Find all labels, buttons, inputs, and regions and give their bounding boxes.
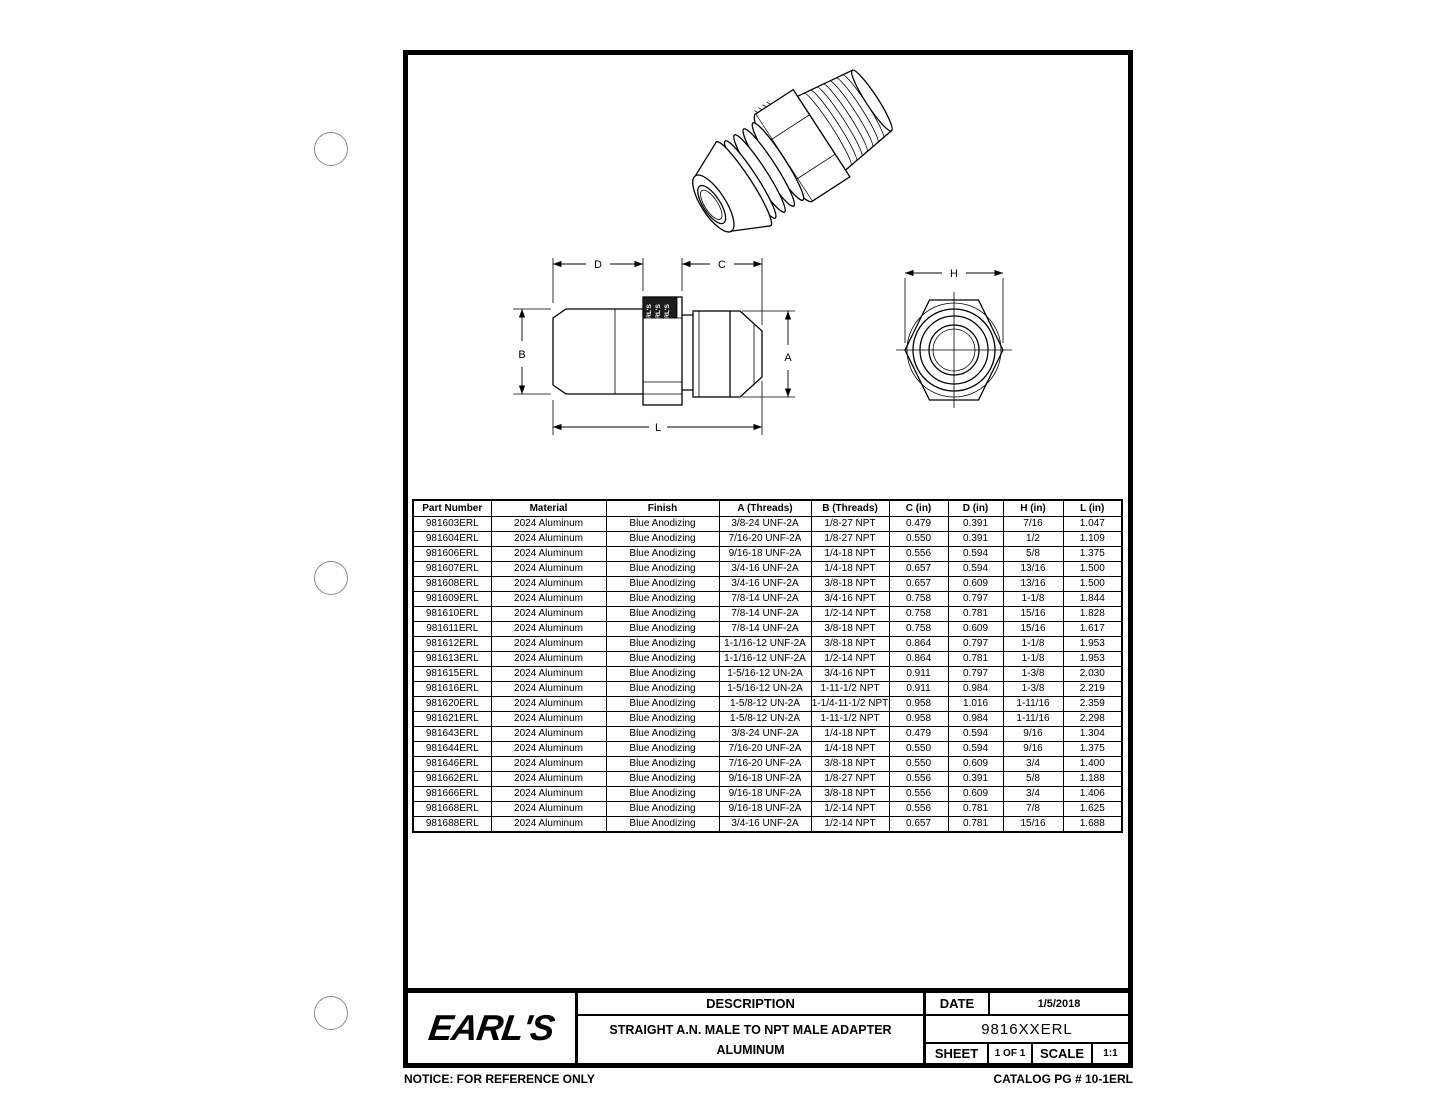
table-row <box>413 517 1122 532</box>
table-cell: 7/16-20 UNF-2A <box>719 757 811 772</box>
table-cell: 0.550 <box>889 757 948 772</box>
table-cell: 1/8-27 NPT <box>811 532 889 547</box>
table-cell: 9/16-18 UNF-2A <box>719 772 811 787</box>
table-cell: 2024 Aluminum <box>491 802 606 817</box>
column-header: Material <box>491 500 606 517</box>
table-cell: 981668ERL <box>413 802 491 817</box>
table-cell: 1-1/8 <box>1003 637 1063 652</box>
table-row <box>413 637 1122 652</box>
table-cell: Blue Anodizing <box>606 667 719 682</box>
table-cell: 0.911 <box>889 667 948 682</box>
table-cell: 1-11-1/2 NPT <box>811 712 889 727</box>
table-cell: Blue Anodizing <box>606 607 719 622</box>
table-cell: 2024 Aluminum <box>491 727 606 742</box>
table-cell: 1.828 <box>1063 607 1122 622</box>
table-cell: Blue Anodizing <box>606 577 719 592</box>
table-cell: 981615ERL <box>413 667 491 682</box>
knurl-label: EARL'S <box>664 304 671 328</box>
table-cell: 0.781 <box>948 817 1003 833</box>
table-cell: 1.953 <box>1063 637 1122 652</box>
table-cell: 1/4-18 NPT <box>811 727 889 742</box>
table-cell: 1/8-27 NPT <box>811 517 889 532</box>
column-header: B (Threads) <box>811 500 889 517</box>
table-row <box>413 592 1122 607</box>
table-cell: 981643ERL <box>413 727 491 742</box>
table-cell: 3/8-18 NPT <box>811 757 889 772</box>
table-cell: 1.500 <box>1063 577 1122 592</box>
table-row <box>413 727 1122 742</box>
table-cell: 981662ERL <box>413 772 491 787</box>
technical-drawing <box>403 50 1133 495</box>
table-row <box>413 682 1122 697</box>
parts-table-body <box>413 517 1122 833</box>
column-header: Finish <box>606 500 719 517</box>
knurl-label: EARL'S <box>655 304 662 328</box>
column-header: C (in) <box>889 500 948 517</box>
table-cell: 3/4-16 UNF-2A <box>719 817 811 833</box>
table-row <box>413 787 1122 802</box>
table-cell: 1.304 <box>1063 727 1122 742</box>
table-cell: 7/8-14 UNF-2A <box>719 622 811 637</box>
table-cell: Blue Anodizing <box>606 727 719 742</box>
table-cell: 3/8-24 UNF-2A <box>719 517 811 532</box>
table-cell: 0.781 <box>948 652 1003 667</box>
column-header: L (in) <box>1063 500 1122 517</box>
table-cell: 2.298 <box>1063 712 1122 727</box>
table-cell: 0.556 <box>889 802 948 817</box>
table-cell: 981610ERL <box>413 607 491 622</box>
table-cell: 3/4-16 UNF-2A <box>719 562 811 577</box>
table-row <box>413 802 1122 817</box>
table-row <box>413 532 1122 547</box>
table-row <box>413 562 1122 577</box>
table-cell: 981611ERL <box>413 622 491 637</box>
table-cell: 0.758 <box>889 607 948 622</box>
catalog-page-ref: CATALOG PG # 10-1ERL <box>993 1072 1133 1086</box>
table-cell: 2024 Aluminum <box>491 517 606 532</box>
table-cell: 0.797 <box>948 592 1003 607</box>
title-block <box>403 988 1133 1068</box>
earls-logo: EARL'S <box>426 1007 557 1048</box>
table-cell: 0.594 <box>948 742 1003 757</box>
table-cell: 2024 Aluminum <box>491 652 606 667</box>
table-cell: 9/16-18 UNF-2A <box>719 787 811 802</box>
scale-label: SCALE <box>1033 1044 1093 1063</box>
table-cell: 1/2-14 NPT <box>811 652 889 667</box>
dim-label-b: B <box>518 349 526 361</box>
table-cell: 0.609 <box>948 757 1003 772</box>
table-cell: 0.594 <box>948 547 1003 562</box>
table-cell: 1.406 <box>1063 787 1122 802</box>
table-cell: 1/4-18 NPT <box>811 742 889 757</box>
table-cell: 981620ERL <box>413 697 491 712</box>
table-cell: 1-3/8 <box>1003 682 1063 697</box>
table-cell: 7/8-14 UNF-2A <box>719 607 811 622</box>
table-cell: 981606ERL <box>413 547 491 562</box>
table-cell: 1/2 <box>1003 532 1063 547</box>
table-cell: 2024 Aluminum <box>491 622 606 637</box>
table-cell: 0.479 <box>889 517 948 532</box>
table-cell: 1.844 <box>1063 592 1122 607</box>
table-cell: 1/2-14 NPT <box>811 802 889 817</box>
table-cell: 0.984 <box>948 712 1003 727</box>
sheet-label: SHEET <box>926 1044 989 1063</box>
table-cell: 2024 Aluminum <box>491 607 606 622</box>
date-label: DATE <box>926 993 990 1014</box>
table-cell: 1.016 <box>948 697 1003 712</box>
table-cell: 5/8 <box>1003 547 1063 562</box>
table-cell: 981613ERL <box>413 652 491 667</box>
table-cell: 0.391 <box>948 517 1003 532</box>
table-cell: 0.797 <box>948 637 1003 652</box>
table-cell: 2024 Aluminum <box>491 637 606 652</box>
table-cell: 981621ERL <box>413 712 491 727</box>
table-cell: 2024 Aluminum <box>491 532 606 547</box>
table-cell: 2024 Aluminum <box>491 757 606 772</box>
table-cell: 0.911 <box>889 682 948 697</box>
table-cell: Blue Anodizing <box>606 592 719 607</box>
table-cell: 2.030 <box>1063 667 1122 682</box>
table-cell: 1.375 <box>1063 742 1122 757</box>
table-cell: 7/8-14 UNF-2A <box>719 592 811 607</box>
description-line-2: ALUMINUM <box>716 1042 785 1057</box>
table-cell: 981644ERL <box>413 742 491 757</box>
table-cell: 0.550 <box>889 532 948 547</box>
column-header: Part Number <box>413 500 491 517</box>
title-block-right <box>926 993 1128 1063</box>
table-cell: 3/8-18 NPT <box>811 622 889 637</box>
side-view <box>553 297 762 405</box>
table-cell: 15/16 <box>1003 622 1063 637</box>
table-cell: Blue Anodizing <box>606 802 719 817</box>
table-row <box>413 667 1122 682</box>
table-cell: 2024 Aluminum <box>491 772 606 787</box>
table-cell: 15/16 <box>1003 817 1063 833</box>
table-cell: Blue Anodizing <box>606 517 719 532</box>
table-cell: Blue Anodizing <box>606 742 719 757</box>
table-cell: 1-5/8-12 UN-2A <box>719 712 811 727</box>
table-row <box>413 817 1122 833</box>
table-header-row <box>413 500 1122 517</box>
table-cell: 7/16 <box>1003 517 1063 532</box>
table-cell: 981666ERL <box>413 787 491 802</box>
end-view <box>896 292 1012 408</box>
table-cell: 3/8-18 NPT <box>811 637 889 652</box>
table-cell: 0.594 <box>948 562 1003 577</box>
table-cell: 2.359 <box>1063 697 1122 712</box>
table-row <box>413 622 1122 637</box>
table-cell: 9/16-18 UNF-2A <box>719 802 811 817</box>
table-cell: 0.556 <box>889 547 948 562</box>
table-cell: Blue Anodizing <box>606 547 719 562</box>
table-cell: 2024 Aluminum <box>491 682 606 697</box>
table-cell: 3/4 <box>1003 787 1063 802</box>
table-cell: 3/4-16 UNF-2A <box>719 577 811 592</box>
table-cell: 0.609 <box>948 787 1003 802</box>
table-cell: 1-11/16 <box>1003 712 1063 727</box>
table-cell: 1.109 <box>1063 532 1122 547</box>
table-cell: 0.609 <box>948 622 1003 637</box>
table-cell: 1-5/16-12 UN-2A <box>719 667 811 682</box>
table-cell: 3/4-16 NPT <box>811 592 889 607</box>
table-cell: 1-1/16-12 UNF-2A <box>719 652 811 667</box>
table-cell: 13/16 <box>1003 577 1063 592</box>
table-cell: 0.550 <box>889 742 948 757</box>
table-cell: 0.864 <box>889 652 948 667</box>
table-cell: 0.609 <box>948 577 1003 592</box>
table-cell: 0.758 <box>889 622 948 637</box>
table-cell: 1/2-14 NPT <box>811 817 889 833</box>
table-cell: 3/8-18 NPT <box>811 787 889 802</box>
table-cell: 1-11/16 <box>1003 697 1063 712</box>
table-cell: 0.479 <box>889 727 948 742</box>
table-cell: Blue Anodizing <box>606 637 719 652</box>
table-cell: Blue Anodizing <box>606 682 719 697</box>
knurl-label: EARL'S <box>646 304 653 328</box>
table-cell: 13/16 <box>1003 562 1063 577</box>
table-cell: 981604ERL <box>413 532 491 547</box>
table-cell: 1-1/16-12 UNF-2A <box>719 637 811 652</box>
isometric-view <box>673 50 905 253</box>
table-row <box>413 697 1122 712</box>
table-cell: 981616ERL <box>413 682 491 697</box>
table-cell: 0.864 <box>889 637 948 652</box>
table-cell: 0.556 <box>889 772 948 787</box>
table-cell: 7/16-20 UNF-2A <box>719 742 811 757</box>
table-cell: 981608ERL <box>413 577 491 592</box>
table-cell: 2024 Aluminum <box>491 562 606 577</box>
table-cell: Blue Anodizing <box>606 652 719 667</box>
description-header: DESCRIPTION <box>578 993 923 1016</box>
table-row <box>413 742 1122 757</box>
table-cell: 0.594 <box>948 727 1003 742</box>
hole-punch-top <box>314 132 348 166</box>
table-cell: 0.958 <box>889 697 948 712</box>
date-value: 1/5/2018 <box>1037 997 1081 1010</box>
table-cell: 1-11-1/2 NPT <box>811 682 889 697</box>
table-cell: 2024 Aluminum <box>491 577 606 592</box>
table-cell: 1.617 <box>1063 622 1122 637</box>
table-cell: 981688ERL <box>413 817 491 833</box>
hole-punch-middle <box>314 561 348 595</box>
table-cell: 2024 Aluminum <box>491 547 606 562</box>
notice-text: NOTICE: FOR REFERENCE ONLY <box>404 1072 595 1086</box>
table-cell: 1-3/8 <box>1003 667 1063 682</box>
table-cell: 5/8 <box>1003 772 1063 787</box>
dim-label-a: A <box>784 352 792 364</box>
table-cell: Blue Anodizing <box>606 757 719 772</box>
description-line-1: STRAIGHT A.N. MALE TO NPT MALE ADAPTER <box>609 1022 892 1037</box>
dim-label-d: D <box>594 259 602 271</box>
table-cell: 1.400 <box>1063 757 1122 772</box>
table-cell: 1.047 <box>1063 517 1122 532</box>
table-cell: 981612ERL <box>413 637 491 652</box>
table-row <box>413 757 1122 772</box>
table-cell: 0.781 <box>948 607 1003 622</box>
table-row <box>413 772 1122 787</box>
table-cell: Blue Anodizing <box>606 562 719 577</box>
table-row <box>413 652 1122 667</box>
table-cell: 15/16 <box>1003 607 1063 622</box>
table-cell: 0.657 <box>889 817 948 833</box>
logo-cell <box>408 993 578 1063</box>
table-cell: 9/16 <box>1003 727 1063 742</box>
table-row <box>413 607 1122 622</box>
scale-value: 1:1 <box>1103 1048 1118 1059</box>
table-cell: Blue Anodizing <box>606 532 719 547</box>
table-cell: 1/4-18 NPT <box>811 562 889 577</box>
table-cell: 9/16-18 UNF-2A <box>719 547 811 562</box>
dim-label-c: C <box>718 259 726 271</box>
table-cell: 1-5/8-12 UN-2A <box>719 697 811 712</box>
table-row <box>413 547 1122 562</box>
hole-punch-bottom <box>314 996 348 1030</box>
table-cell: 1-1/8 <box>1003 592 1063 607</box>
table-cell: 3/4-16 NPT <box>811 667 889 682</box>
table-cell: 1-1/4-11-1/2 NPT <box>811 697 889 712</box>
table-cell: 2024 Aluminum <box>491 697 606 712</box>
table-cell: 1.188 <box>1063 772 1122 787</box>
table-cell: Blue Anodizing <box>606 817 719 833</box>
dim-label-h: H <box>950 268 958 280</box>
table-cell: 981646ERL <box>413 757 491 772</box>
table-cell: Blue Anodizing <box>606 622 719 637</box>
table-cell: 981609ERL <box>413 592 491 607</box>
column-header: A (Threads) <box>719 500 811 517</box>
table-cell: 0.781 <box>948 802 1003 817</box>
table-cell: 981603ERL <box>413 517 491 532</box>
parts-table <box>412 499 1123 833</box>
table-cell: 0.758 <box>889 592 948 607</box>
table-row <box>413 577 1122 592</box>
table-cell: 7/16-20 UNF-2A <box>719 532 811 547</box>
table-cell: 1/8-27 NPT <box>811 772 889 787</box>
table-row <box>413 712 1122 727</box>
table-cell: 0.556 <box>889 787 948 802</box>
sheet-value: 1 OF 1 <box>989 1044 1033 1063</box>
table-cell: 0.657 <box>889 562 948 577</box>
table-cell: 1.500 <box>1063 562 1122 577</box>
table-cell: 0.391 <box>948 532 1003 547</box>
table-cell: 3/4 <box>1003 757 1063 772</box>
table-cell: 1.688 <box>1063 817 1122 833</box>
table-cell: 2024 Aluminum <box>491 742 606 757</box>
table-cell: 2024 Aluminum <box>491 712 606 727</box>
table-cell: 2024 Aluminum <box>491 817 606 833</box>
table-cell: 2024 Aluminum <box>491 667 606 682</box>
table-cell: 3/8-24 UNF-2A <box>719 727 811 742</box>
table-cell: 0.958 <box>889 712 948 727</box>
table-cell: 2024 Aluminum <box>491 592 606 607</box>
table-cell: 1-5/16-12 UN-2A <box>719 682 811 697</box>
table-cell: Blue Anodizing <box>606 772 719 787</box>
table-cell: 0.657 <box>889 577 948 592</box>
table-cell: Blue Anodizing <box>606 697 719 712</box>
table-cell: 1/2-14 NPT <box>811 607 889 622</box>
dim-label-l: L <box>654 422 662 434</box>
column-header: H (in) <box>1003 500 1063 517</box>
table-cell: 0.797 <box>948 667 1003 682</box>
table-cell: Blue Anodizing <box>606 712 719 727</box>
description-cell <box>578 993 926 1063</box>
table-cell: 1-1/8 <box>1003 652 1063 667</box>
table-cell: 1.375 <box>1063 547 1122 562</box>
column-header: D (in) <box>948 500 1003 517</box>
table-cell: 2.219 <box>1063 682 1122 697</box>
table-cell: 1.953 <box>1063 652 1122 667</box>
table-cell: 0.984 <box>948 682 1003 697</box>
table-cell: 2024 Aluminum <box>491 787 606 802</box>
table-cell: 7/8 <box>1003 802 1063 817</box>
table-cell: 9/16 <box>1003 742 1063 757</box>
table-cell: 3/8-18 NPT <box>811 577 889 592</box>
table-cell: 0.391 <box>948 772 1003 787</box>
table-cell: 981607ERL <box>413 562 491 577</box>
table-cell: 1/4-18 NPT <box>811 547 889 562</box>
table-cell: 1.625 <box>1063 802 1122 817</box>
table-cell: Blue Anodizing <box>606 787 719 802</box>
part-number: 9816XXERL <box>926 1016 1128 1044</box>
